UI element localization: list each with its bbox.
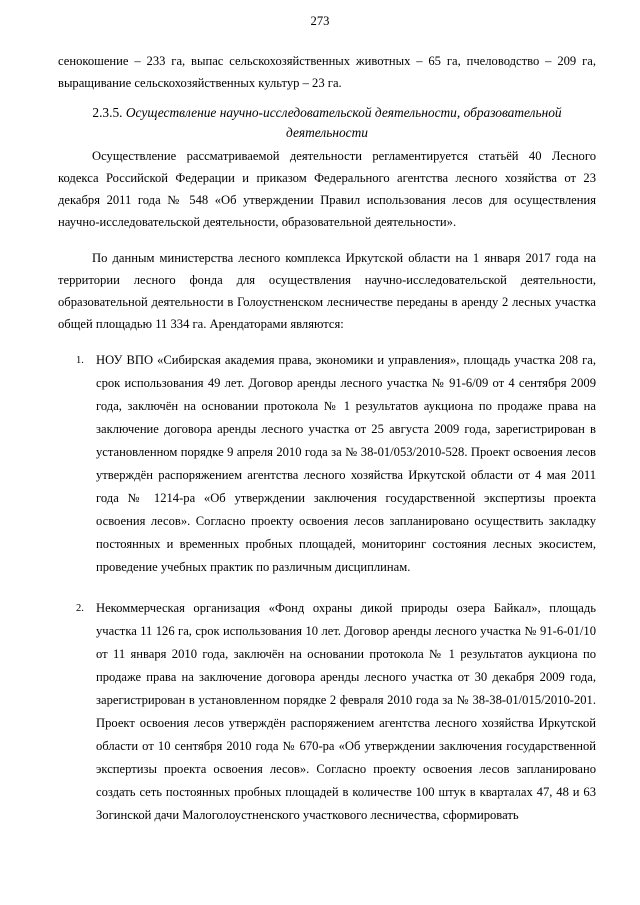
list-marker: 2.: [76, 603, 84, 614]
list-marker: 1.: [76, 355, 84, 366]
regulation-paragraph: Осуществление рассматриваемой деятельности регламентируется статьёй 40 Лесного кодекса Российской Федерации и приказом Федерального агентства лесного хозяйства от 23 декабря 2011 года № 548 «Об утверждении Правил использования лесов для осуществления научно-исследовательской деятельности, образовательной деятельности».: [58, 149, 596, 229]
list-item: [58, 597, 596, 827]
page-number: 273: [310, 14, 330, 28]
document-body: [58, 50, 596, 845]
section-heading: [58, 103, 596, 143]
list-item-text: НОУ ВПО «Сибирская академия права, экономики и управления», площадь участка 208 га, срок использования 49 лет. Договор аренды лесного участка № 91-6/09 от 4 сентября 2009 года, заключён на основании протокола № 1 результатов аукциона по продаже права на заключение договора аренды лесного участка от 25 августа 2009 года, зарегистрирован в установленном порядке 9 апреля 2010 года за № 38-01/053/2010-528. Проект освоения лесов утверждён распоряжением агентства лесного хозяйства Иркутской области от 4 мая 2011 года № 1214-ра «Об утверждении заключения государственной экспертизы проекта освоения лесов». Согласно проекту освоения лесов запланировано осуществить закладку постоянных и временных пробных площадей, мониторинг состояния лесных экосистем, проведение учебных практик по различным дисциплинам.: [96, 353, 596, 574]
paragraph-gap: [58, 335, 596, 349]
section-title: Осуществление научно-исследовательской деятельности, образовательной деятельности: [125, 105, 562, 140]
continuation-paragraph: сенокошение – 233 га, выпас сельскохозяйственных животных – 65 га, пчеловодство – 209 га, выращивание сельскохозяйственных культур – 23 га.: [58, 54, 596, 90]
ministry-paragraph: По данным министерства лесного комплекса Иркутской области на 1 января 2017 года на территории лесного фонда для осуществления научно-исследовательской деятельности, образовательной деятельности в Голоустненском лесничестве переданы в аренду 2 лесных участка общей площадью 11 334 га. Арендаторами являются:: [58, 251, 596, 331]
lessee-list: [58, 349, 596, 827]
paragraph-gap: [58, 233, 596, 247]
list-item-text: Некоммерческая организация «Фонд охраны дикой природы озера Байкал», площадь участка 11 126 га, срок использования 10 лет. Договор аренды лесного участка № 91-6-01/10 от 11 января 2010 года, заключён на основании протокола № 1 результатов аукциона по продаже права на заключение договора аренды лесного участка от 30 декабря 2009 года, зарегистрирован в установленном порядке 2 февраля 2010 года за № 38-38-01/015/2010-201. Проект освоения лесов утверждён распоряжением агентства лесного хозяйства Иркутской области от 10 сентября 2010 года № 670-ра «Об утверждении заключения государственной экспертизы проекта освоения лесов». Согласно проекту освоения лесов запланировано создать сеть постоянных пробных площадей в количестве 100 штук в кварталах 47, 48 и 63 Зогинской дачи Малоголоустненского участкового лесничества, сформировать: [96, 601, 596, 822]
list-item: [58, 349, 596, 579]
section-number: 2.3.5.: [92, 105, 123, 120]
